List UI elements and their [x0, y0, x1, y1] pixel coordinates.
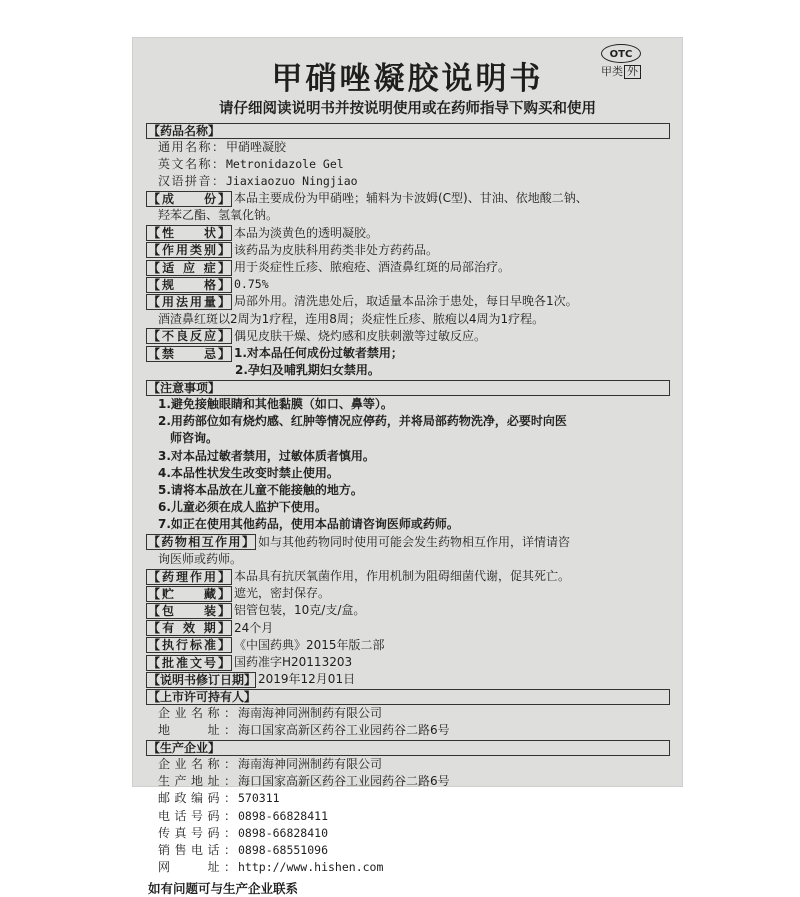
- mah-heading-row: [146, 688, 670, 705]
- drug-name-section: [146, 122, 670, 139]
- interaction-line2: 询医师或药师。: [158, 551, 243, 566]
- appearance-row: [146, 225, 670, 242]
- otc-badge: [601, 44, 641, 79]
- indication-value: 用于炎症性丘疹、脓疱疮、酒渣鼻红斑的局部治疗。: [234, 260, 511, 275]
- interaction-row: [146, 534, 670, 551]
- manufacturer-row-label: 邮政编码：: [158, 791, 236, 806]
- specification-value: 0.75%: [234, 277, 269, 292]
- storage-value: 遮光，密封保存。: [234, 586, 331, 601]
- mah-address-value: 海口国家高新区药谷工业园药谷二路6号: [238, 723, 450, 738]
- leaflet-title: 甲硝唑凝胶说明书: [271, 61, 544, 97]
- package-value: 铝管包装，10克/支/盒。: [234, 603, 366, 618]
- otc-class-row: [601, 65, 641, 79]
- precaution-text: 2.用药部位如有烧灼感、红肿等情况应停药，并将局部药物洗净，必要时向医: [158, 414, 567, 429]
- composition-line2: 羟苯乙酯、氢氧化钠。: [158, 208, 279, 223]
- usage-row: [146, 293, 670, 310]
- manufacturer-row-label: 网 址：: [158, 860, 236, 875]
- precaution-item: [146, 430, 670, 447]
- english-name-row: [146, 156, 670, 173]
- category-value: 该药品为皮肤科用药类非处方药药品。: [234, 242, 439, 257]
- interaction-label: 【药物相互作用】: [148, 535, 254, 550]
- precaution-item: [146, 413, 670, 430]
- manufacturer-row: [146, 808, 670, 825]
- category-label: 【作用类别】: [148, 243, 230, 258]
- manufacturer-row-label: 电话号码：: [158, 808, 236, 823]
- manufacturer-row-value: 海南海神同洲制药有限公司: [238, 757, 383, 772]
- manufacturer-row: [146, 859, 670, 876]
- composition-row-2: [146, 207, 670, 224]
- package-row: [146, 602, 670, 619]
- manufacturer-row-label: 生产地址：: [158, 774, 236, 789]
- otc-external-mark: 外: [624, 65, 641, 79]
- approval-row: [146, 654, 670, 671]
- usage-line2: 酒渣鼻红斑以2周为1疗程，连用8周；炎症性丘疹、脓疱以4周为1疗程。: [158, 311, 545, 326]
- drug-name-heading: 【药品名称】: [146, 123, 670, 139]
- precaution-item: [146, 448, 670, 465]
- precaution-item: [146, 396, 670, 413]
- english-name-value: Metronidazole Gel: [226, 156, 344, 171]
- revision-row: [146, 671, 670, 688]
- manufacturer-heading: 【生产企业】: [146, 740, 670, 756]
- manufacturer-row-value: 0898-66828410: [238, 825, 329, 840]
- manufacturer-website: http://www.hishen.com: [238, 860, 384, 875]
- pinyin-row: [146, 173, 670, 190]
- precaution-text: 5.请将本品放在儿童不能接触的地方。: [158, 483, 363, 498]
- manufacturer-row-label: 传真号码：: [158, 825, 236, 840]
- storage-label: 【贮 藏】: [148, 586, 230, 601]
- precaution-text: 师咨询。: [170, 431, 219, 446]
- mah-address-row: [146, 722, 670, 739]
- common-name-row: [146, 139, 670, 156]
- instruction-leaflet: [133, 38, 682, 896]
- standard-value: 《中国药典》2015年版二部: [234, 637, 385, 652]
- contraindication-line1: 1.对本品任何成份过敏者禁用；: [234, 346, 403, 361]
- pinyin-value: Jiaxiaozuo Ningjiao: [226, 174, 358, 188]
- manufacturer-row-label: 企业名称：: [158, 757, 236, 772]
- manufacturer-row-value: 0898-68551096: [238, 843, 329, 858]
- validity-value: 24个月: [234, 620, 274, 635]
- revision-value: 2019年12月01日: [258, 672, 356, 687]
- contraindication-label: 【禁 忌】: [148, 346, 230, 361]
- pharmacology-value: 本品具有抗厌氧菌作用，作用机制为阻碍细菌代谢，促其死亡。: [234, 569, 571, 584]
- mah-company-label: 企业名称：: [158, 706, 236, 721]
- category-row: [146, 242, 670, 259]
- precaution-item: [146, 465, 670, 482]
- contraindication-row-2: [146, 362, 670, 379]
- validity-row: [146, 620, 670, 637]
- manufacturer-row: [146, 825, 670, 842]
- precaution-text: 3.对本品过敏者禁用，过敏体质者慎用。: [158, 448, 375, 463]
- standard-label: 【执行标准】: [148, 638, 230, 653]
- standard-row: [146, 637, 670, 654]
- manufacturer-row-label: 销售电话：: [158, 843, 236, 858]
- common-name-label: 通用名称：: [158, 139, 224, 154]
- otc-mark: OTC: [601, 44, 641, 63]
- precaution-item: [146, 499, 670, 516]
- contact-note: 如有问题可与生产企业联系: [148, 880, 299, 896]
- adverse-value: 偶见皮肤干燥、烧灼感和皮肤刺激等过敏反应。: [234, 328, 487, 343]
- manufacturer-row: [146, 756, 670, 773]
- pharmacology-label: 【药理作用】: [148, 569, 230, 584]
- precaution-text: 7.如正在使用其他药品，使用本品前请咨询医师或药师。: [158, 517, 459, 532]
- precaution-text: 4.本品性状发生改变时禁止使用。: [158, 465, 339, 480]
- mah-company-row: [146, 705, 670, 722]
- pharmacology-row: [146, 568, 670, 585]
- composition-line1: 本品主要成份为甲硝唑；辅料为卡波姆(C型)、甘油、依地酸二钠、: [234, 191, 588, 206]
- specification-label: 【规 格】: [148, 277, 230, 292]
- precaution-text: 6.儿童必须在成人监护下使用。: [158, 500, 327, 515]
- approval-value: 国药准字H20113203: [234, 655, 353, 670]
- manufacturer-row: [146, 790, 670, 807]
- precautions-heading-row: [146, 379, 670, 396]
- indication-label: 【适 应 症】: [148, 260, 230, 275]
- mah-company-value: 海南海神同洲制药有限公司: [238, 706, 383, 721]
- manufacturer-row-value: 海口国家高新区药谷工业园药谷二路6号: [238, 774, 450, 789]
- usage-label: 【用法用量】: [148, 295, 230, 310]
- approval-label: 【批准文号】: [148, 655, 230, 670]
- precaution-text: 1.避免接触眼睛和其他黏膜（如口、鼻等）。: [158, 397, 393, 412]
- appearance-value: 本品为淡黄色的透明凝胶。: [234, 225, 379, 240]
- manufacturer-row: [146, 842, 670, 859]
- indication-row: [146, 259, 670, 276]
- otc-class: 甲类: [601, 65, 623, 78]
- manufacturer-heading-row: [146, 739, 670, 756]
- revision-label: 【说明书修订日期】: [148, 672, 257, 687]
- specification-row: [146, 276, 670, 293]
- manufacturer-row-value: 570311: [238, 791, 280, 806]
- usage-line1: 局部外用。清洗患处后，取适量本品涂于患处，每日早晚各1次。: [234, 294, 578, 309]
- contraindication-row: [146, 345, 670, 362]
- english-name-label: 英文名称：: [158, 156, 224, 171]
- mah-heading: 【上市许可持有人】: [146, 689, 670, 705]
- adverse-row: [146, 328, 670, 345]
- precaution-item: [146, 516, 670, 533]
- adverse-label: 【不良反应】: [148, 329, 230, 344]
- package-label: 【包 装】: [148, 604, 230, 619]
- common-name-value: 甲硝唑凝胶: [226, 139, 287, 154]
- manufacturer-row: [146, 773, 670, 790]
- precaution-item: [146, 482, 670, 499]
- leaflet-subtitle: 请仔细阅读说明书并按说明使用或在药师指导下购买和使用: [219, 101, 596, 117]
- interaction-row-2: [146, 551, 670, 568]
- precautions-heading: 【注意事项】: [146, 380, 670, 396]
- appearance-label: 【性 状】: [148, 226, 230, 241]
- pinyin-label: 汉语拼音：: [158, 174, 224, 188]
- interaction-line1: 如与其他药物同时使用可能会发生药物相互作用，详情请咨: [258, 534, 571, 549]
- leaflet-content: [146, 122, 670, 897]
- usage-row-2: [146, 311, 670, 328]
- composition-label: 【成 份】: [148, 191, 230, 206]
- manufacturer-row-value: 0898-66828411: [238, 808, 329, 823]
- mah-address-label: 地 址：: [158, 723, 236, 738]
- storage-row: [146, 585, 670, 602]
- contraindication-line2: 2.孕妇及哺乳期妇女禁用。: [235, 363, 380, 378]
- validity-label: 【有 效 期】: [148, 621, 230, 636]
- composition-row: [146, 190, 670, 207]
